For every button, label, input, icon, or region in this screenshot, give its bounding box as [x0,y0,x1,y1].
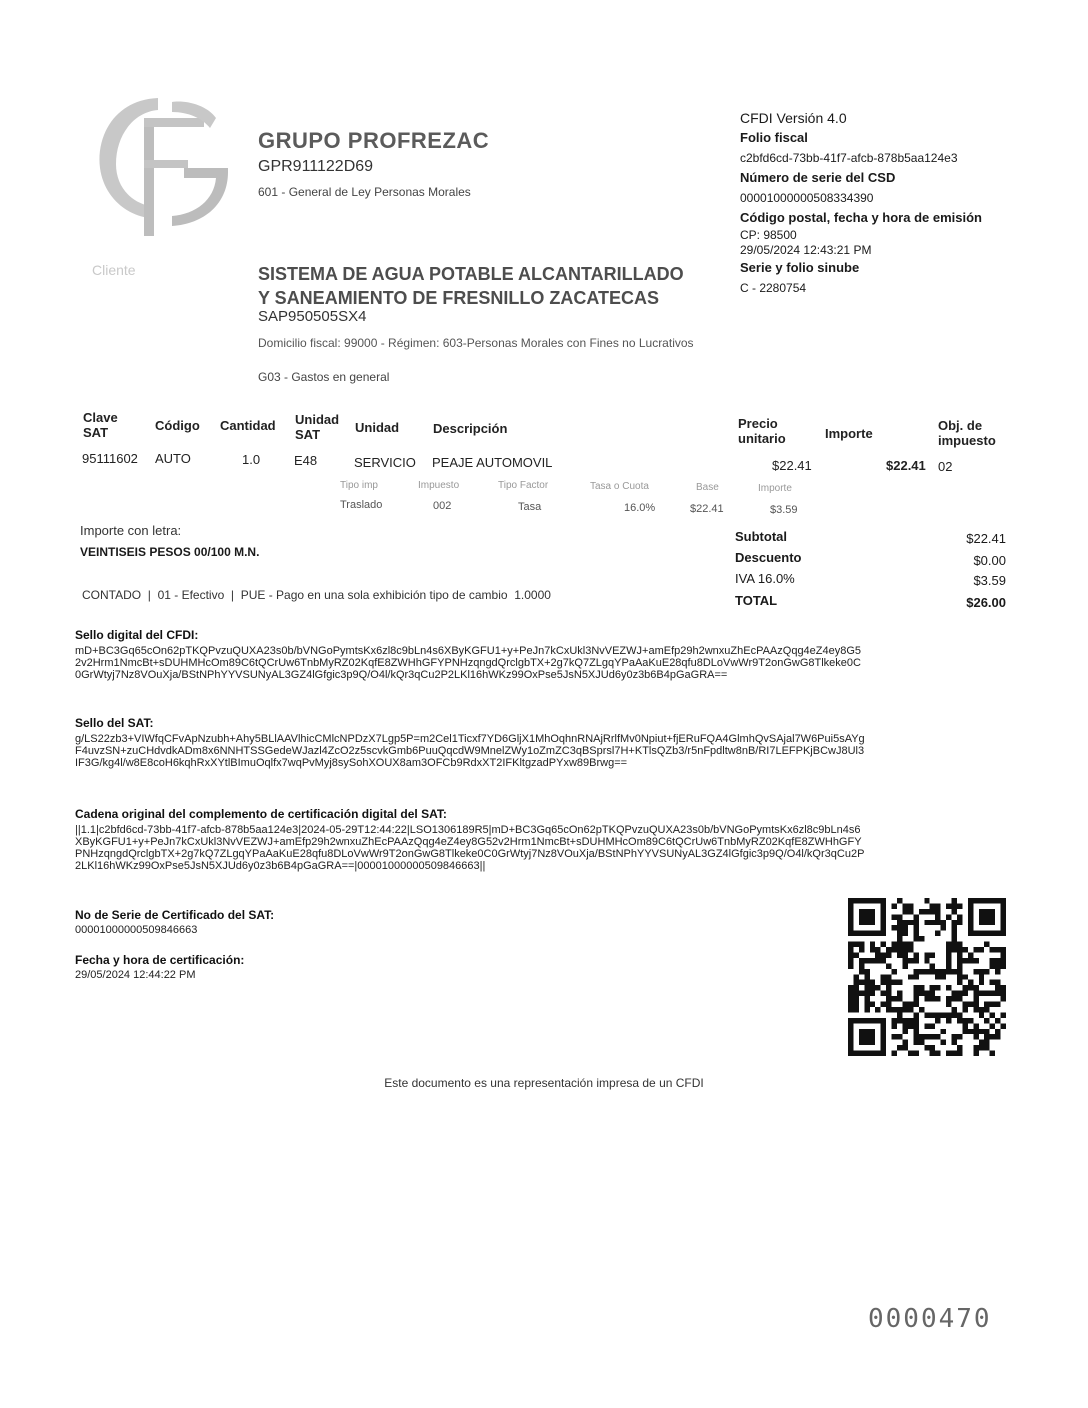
issuer-regime-code: 601 [258,185,279,199]
th-descripcion: Descripción [433,421,508,436]
csd-label: Número de serie del CSD [740,170,896,185]
client-label: Cliente [92,262,136,278]
th-importe: Importe [825,426,873,441]
cfdi-info [740,108,1070,298]
qr-code [848,898,1006,1056]
row-importe: $22.41 [886,458,926,473]
issuer-rfc: GPR911122D69 [258,158,374,175]
client-rfc: SAP950505SX4 [258,308,367,325]
tax-h-tipo: Tipo imp [340,480,378,491]
amount-label: Importe con letra: [80,523,182,538]
row-descripcion: PEAJE AUTOMOVIL [432,455,553,470]
tax-v-tipo: Traslado [340,499,383,511]
client-domicilio: Domicilio fiscal: 99000 - Régimen: 603-Personas Morales con Fines no Lucrativos [258,336,694,350]
th-obj: Obj. de impuesto [938,418,996,448]
folio-label: Folio fiscal [740,130,808,145]
client-name [258,262,758,310]
tax-h-importe: Importe [758,483,792,494]
row-precio: $22.41 [772,458,812,473]
tax-v-base: $22.41 [690,503,724,515]
client-uso-cfdi: G03 - Gastos en general [258,370,390,384]
cp-value: CP: 98500 [740,228,797,242]
tax-h-base: Base [696,482,719,493]
folio-value: c2bfd6cd-73bb-41f7-afcb-878b5aa124e3 [740,151,958,165]
th-unidad-sat: Unidad SAT [295,412,340,442]
tax-h-impuesto: Impuesto [418,480,460,491]
th-cantidad: Cantidad [220,418,276,433]
emission-datetime: 29/05/2024 12:43:21 PM [740,243,872,257]
cert-fecha-value: 29/05/2024 12:44:22 PM [75,969,196,981]
tax-v-impuesto: 002 [433,500,452,512]
sello-sat-title: Sello del SAT: [75,716,154,730]
client-name-line2: Y SANEAMIENTO DE FRESNILLO ZACATECAS [258,288,660,308]
tax-h-factor: Tipo Factor [498,480,549,491]
subtotal-label: Subtotal [735,529,787,544]
th-unidad: Unidad [355,420,400,435]
company-logo [88,88,238,238]
sinube-label: Serie y folio sinube [740,260,860,275]
cert-sat-value: 00001000000509846663 [75,924,198,936]
th-clave: Clave SAT [83,410,118,440]
csd-value: 00001000000508334390 [740,191,874,205]
footer-note: Este documento es una representación impresa de un CFDI [384,1076,704,1090]
sello-sat-value: g/LS22zb3+VIWfqCFvApNzubh+Ahy5BLlAAVlhicCMlcNPDzX7Lgp5P=m2Cel1Ticxf7YD6GljX1MhOqhnRNAjRrlfMv0Npiut+fjERuFQA4GlmhQvSAjal7W6Pui5sAYgF4uvzSN+zuCHdvdkADm8x6NNHTSSGedeWJazl4ZcO2z5scvkGmb6PuuQqcdW9MnelZWy1oZmZC3qBSprsl7H+KTlsQZb3/r5nFpdltw8nB/RI7LEFPKjBCwJ8Ul3IF3G/kg4l/w8E8coH6kqhRxXYtlBImuOqlfx7wqPvMyj8sySohXOUX8am3OFCb9RdxXT2IFKltgzadPYxw89Brwg== [75,733,865,769]
row-unidad: SERVICIO [354,455,416,470]
iva-value: $3.59 [973,573,1006,588]
cert-sat-title: No de Serie de Certificado del SAT: [75,908,275,922]
tax-v-importe: $3.59 [770,504,798,516]
cp-label: Código postal, fecha y hora de emisión [740,210,982,225]
iva-label: IVA 16.0% [735,571,795,586]
sello-cfdi-title: Sello digital del CFDI: [75,628,199,642]
row-obj: 02 [938,459,953,474]
cfdi-version: CFDI Versión 4.0 [740,110,847,126]
sello-cfdi-value: mD+BC3Gq65cOn62pTKQPvzuQUXA23s0b/bVNGoPymtsKx6zl8c9bLn4s6XByKGFU1+y+PeJn7kCxUkl3NvVEZWJ+amEfp29h2wnxuZhEcPAAzQqg4eZ4ey8G52v2Hrm1NmcBt+sDUHMHcOm89C6tQCrUw6TnbMyRZ02KqfE8ZWHhGFYPNHzqngdQrclgbTX+2g7kQ7ZLgqYPaAaKuE28qfu8DLoVwWr9T2onGwG8Tlkeke0C0GrWtyj7Nz8VOuXja/BStNPhYYVSUNyAL3GZ4lGfgic3p9Q/O4l/kQr3qCu2P2LKl16hWKz99OxPse5JsN5XJUd6y0z3b6B4pGaGRA== [75,645,862,681]
amount-words: VEINTISEIS PESOS 00/100 M.N. [80,545,260,559]
payment-info: CONTADO | 01 - Efectivo | PUE - Pago en una sola exhibición tipo de cambio 1.0000 [82,588,551,602]
th-precio: Precio unitario [738,416,786,446]
row-cantidad: 1.0 [242,452,261,467]
total-label: TOTAL [735,593,778,608]
th-codigo: Código [155,418,200,433]
cadena-title: Cadena original del complemento de certificación digital del SAT: [75,807,447,821]
total-value: $26.00 [966,595,1006,610]
sinube-value: C - 2280754 [740,281,807,295]
descuento-label: Descuento [735,550,802,565]
issuer-regime-desc: General de Ley Personas Morales [288,185,471,199]
cert-fecha-title: Fecha y hora de certificación: [75,953,245,967]
row-clave: 95111602 [82,451,138,466]
cadena-value: ||1.1|c2bfd6cd-73bb-41f7-afcb-878b5aa124e3|2024-05-29T12:44:22|LSO1306189R5|mD+BC3Gq65cOn62pTKQPvzuQUXA23s0b/bVNGoPymtsKx6zl8c9bLn4s6XByKGFU1+y+PeJn7kCxUkl3NvVEZWJ+amEfp29h2wnxuZhEcPAAzQqg4eZ4ey8G52v2Hrm1NmcBt+sDUHMHcOm89C6tQCrUw6TnbMyRZ02KqfE8ZWHhGFYPNHzqngdQrclgbTX+2g7kQ7ZLgqYPaAaKuE28qfu8DLoVwWr9T2onGwG8Tlkeke0C0GrWtyj7Nz8VOuXja/BStNPhYYVSUNyAL3GZ4lGfgic3p9Q/O4l/kQr3qCu2P2LKl16hWKz99OxPse5JsN5XJUd6y0z3b6B4pGaGRA==|00001000000509846663|| [75,824,865,872]
row-codigo: AUTO [155,451,191,466]
tax-v-factor: Tasa [518,501,542,513]
issuer-regime: 601 - General de Ley Personas Morales [258,185,471,199]
page-stamp: 0000470 [868,1304,992,1334]
row-unidad-sat: E48 [294,453,318,468]
descuento-value: $0.00 [973,553,1006,568]
subtotal-value: $22.41 [966,531,1006,546]
client-name-line1: SISTEMA DE AGUA POTABLE ALCANTARILLADO [258,264,684,284]
tax-v-tasa: 16.0% [624,502,656,514]
tax-h-tasa: Tasa o Cuota [590,481,649,492]
issuer-name: GRUPO PROFREZAC [258,128,490,153]
